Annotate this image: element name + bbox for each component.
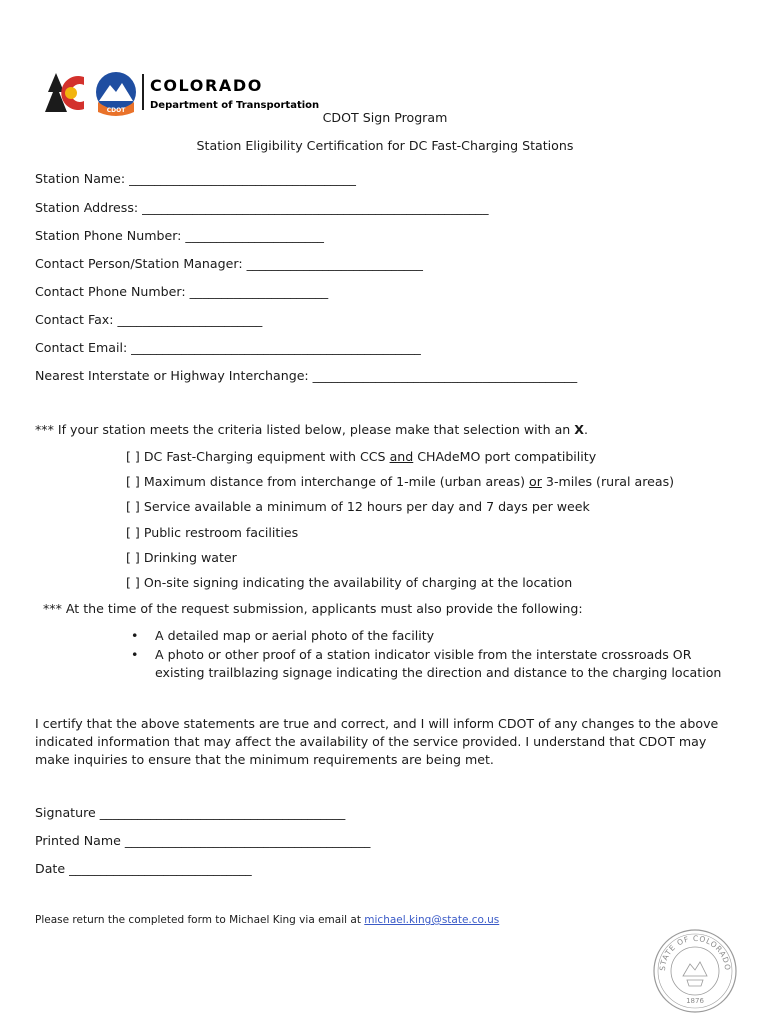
logo-title: COLORADO <box>150 76 263 95</box>
form-subtitle: Station Eligibility Certification for DC Fast-Charging Stations <box>196 138 574 153</box>
certification-line: indicated information that may affect the availability of the service provided. I understand that CDOT may <box>35 734 707 749</box>
seal-ring-text: STATE OF COLORADO <box>657 933 733 972</box>
criteria-item: [ ] Drinking water <box>126 550 237 565</box>
submission-intro: *** At the time of the request submission, applicants must also provide the following: <box>43 601 583 616</box>
bullet-icon: • <box>131 647 139 662</box>
state-seal <box>652 928 738 1017</box>
seal-year: 1876 <box>686 997 704 1005</box>
criteria-mark: X <box>574 422 585 437</box>
criteria-item: [ ] DC Fast-Charging equipment with CCS and CHAdeMO port compatibility <box>126 449 597 464</box>
return-instructions: Please return the completed form to Michael King via email at michael.king@state.co.us <box>35 914 500 926</box>
logo-subtitle: Department of Transportation <box>150 100 320 111</box>
contact-fax-field: Contact Fax: _______________________ <box>35 312 263 327</box>
program-title: CDOT Sign Program <box>322 110 448 125</box>
bullet-icon: • <box>131 628 139 643</box>
logo-badge-text: CDOT <box>106 107 126 114</box>
station-phone-field: Station Phone Number: ______________________ <box>35 228 324 243</box>
email-link[interactable]: michael.king@state.co.us <box>364 914 500 926</box>
list-item: • A photo or other proof of a station indicator visible from the interstate crossroads OR <box>131 647 692 662</box>
date-field: Date _____________________________ <box>35 861 252 876</box>
station-address-field: Station Address: _______________________________________________________ <box>35 200 489 215</box>
contact-phone-field: Contact Phone Number: ______________________ <box>35 284 329 299</box>
criteria-item: [ ] Service available a minimum of 12 hours per day and 7 days per week <box>126 499 590 514</box>
criteria-item: [ ] Public restroom facilities <box>126 525 299 540</box>
contact-email-field: Contact Email: ______________________________________________ <box>35 340 421 355</box>
criteria-item: [ ] Maximum distance from interchange of 1-mile (urban areas) or 3-miles (rural areas) <box>126 474 675 489</box>
state-seal-graphic <box>652 928 738 1014</box>
list-item-continuation: existing trailblazing signage indicating the direction and distance to the charging location <box>155 665 722 680</box>
criteria-intro: *** If your station meets the criteria listed below, please make that selection with an X. <box>35 422 589 437</box>
nearest-interchange-field: Nearest Interstate or Highway Interchange: __________________________________________ <box>35 368 578 383</box>
certification-line: I certify that the above statements are true and correct, and I will inform CDOT of any changes to the above <box>35 716 719 731</box>
signature-field: Signature _______________________________________ <box>35 805 346 820</box>
contact-person-field: Contact Person/Station Manager: ____________________________ <box>35 256 423 271</box>
printed-name-field: Printed Name _______________________________________ <box>35 833 371 848</box>
certification-line: make inquiries to ensure that the minimum requirements are being met. <box>35 752 494 767</box>
station-name-field: Station Name: ____________________________________ <box>35 171 356 186</box>
criteria-item: [ ] On-site signing indicating the availability of charging at the location <box>126 575 573 590</box>
list-item: • A detailed map or aerial photo of the facility <box>131 628 435 643</box>
